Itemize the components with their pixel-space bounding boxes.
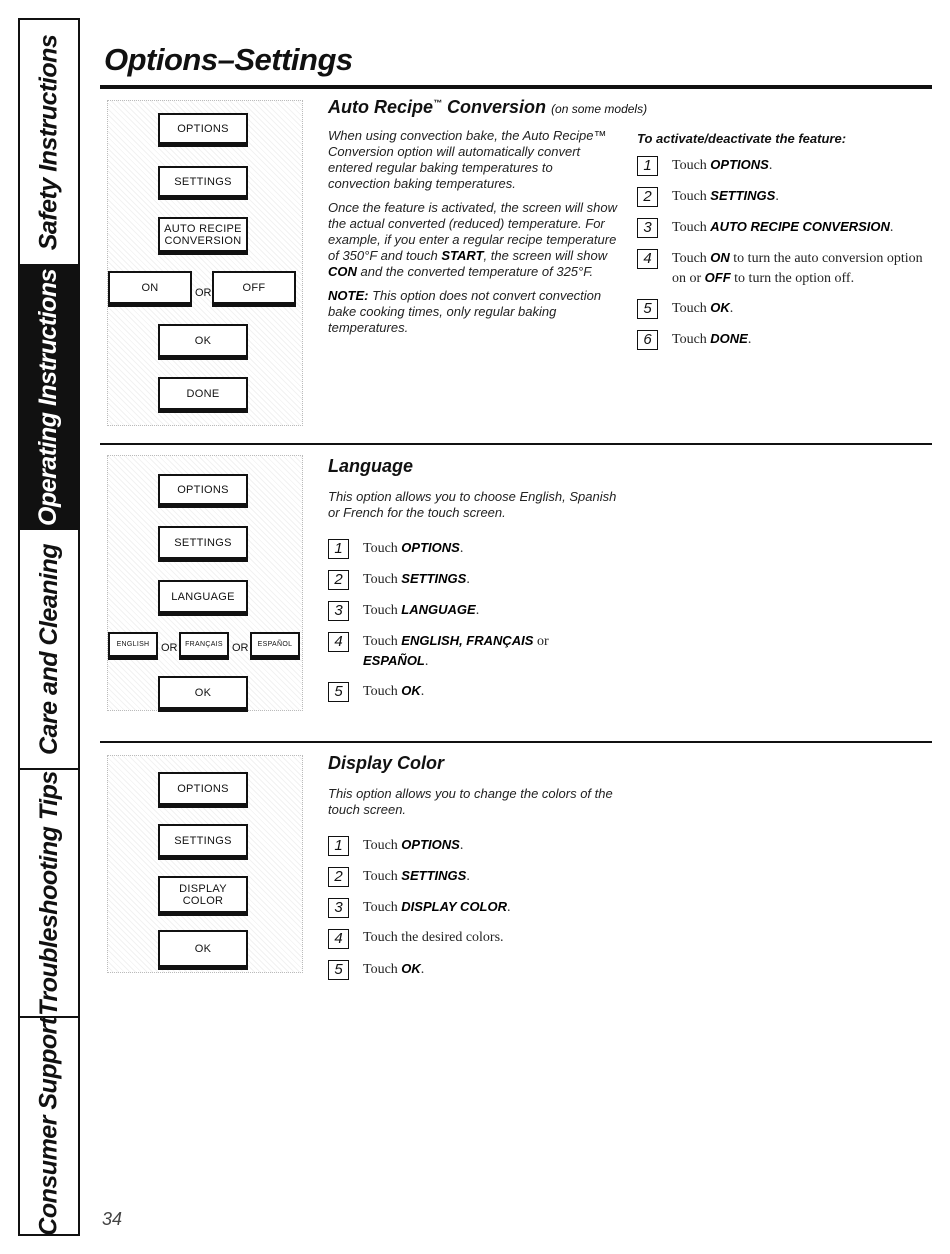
step-item [328,569,628,590]
page-title: Options–Settings [104,42,353,77]
step-text [363,835,463,855]
step-number: 4 [637,249,658,269]
step-number: 4 [328,632,349,652]
t: . [775,189,779,204]
side-tab-care-and-cleaning[interactable] [20,530,78,770]
t: or [533,634,549,649]
step-number: 3 [328,898,349,918]
t: . [747,332,752,347]
step-item [637,155,929,176]
t: Touch [363,572,402,587]
language-steps [328,538,628,712]
t: Touch [363,684,402,699]
step-item [637,329,929,350]
display-color-steps [328,835,628,990]
activate-heading: To activate/deactivate the feature: [637,131,847,146]
francais-button: FRANÇAIS [179,632,229,660]
auto-recipe-button-panel [107,100,303,426]
title-divider [100,85,932,89]
step-item [637,298,929,319]
ok-button: OK [158,930,248,970]
step-text [672,298,733,318]
display-color-button-panel [107,755,303,973]
step-item [328,959,628,980]
side-tab-label: Troubleshooting Tips [34,770,63,1016]
espanol-button: ESPAÑOL [250,632,300,660]
t: . [466,869,470,884]
t: Touch [363,541,402,556]
options-button: OPTIONS [158,772,248,808]
english-button: ENGLISH [108,632,158,660]
section-divider [100,443,932,445]
language-heading: Language [328,456,414,476]
text: Once the feature is activated, the screen will show the actual converted (reduced) temperature. For example, if you enter a regular recipe temperature of 350°F and touch [328,200,618,263]
note-paragraph [328,288,618,336]
or-label: OR [232,642,249,654]
t: Touch [363,838,402,853]
paragraph [328,200,618,280]
options-button: OPTIONS [158,113,248,147]
t: Touch [363,603,402,618]
auto-recipe-conversion-button [158,217,248,255]
t: . [459,541,464,556]
options-button: OPTIONS [158,474,248,508]
step-text [672,155,772,175]
display-color-button [158,876,248,916]
heading-text: Auto Recipe [328,97,434,117]
or-label: OR [195,287,212,299]
t: . [420,684,425,699]
t: Touch the desired colors. [363,930,504,945]
settings-button: SETTINGS [158,824,248,860]
settings-button: SETTINGS [158,166,248,200]
step-number: 5 [328,682,349,702]
auto-recipe-heading [328,97,647,118]
step-item [637,248,929,288]
side-tab-consumer-support[interactable] [20,1018,78,1234]
side-tab-bar [18,18,80,1236]
step-text [363,538,463,558]
side-tab-label: Care and Cleaning [34,543,63,755]
step-number: 3 [637,218,658,238]
keyword: AUTO RECIPE CONVERSION [710,219,890,234]
step-text [672,217,893,237]
t: Touch [363,634,402,649]
t: Touch [672,158,711,173]
t: . [424,654,429,669]
step-item [637,186,929,207]
keyword: OPTIONS [401,837,460,852]
step-text [363,866,470,886]
step-item [328,835,628,856]
keyword: OPTIONS [710,157,769,172]
step-text [363,569,470,589]
section-divider [100,741,932,743]
done-button: DONE [158,377,248,413]
language-button: LANGUAGE [158,580,248,616]
t: Touch [672,332,711,347]
t: to turn the auto conversion option on or [672,251,923,286]
step-item [328,897,628,918]
step-item [328,631,578,671]
t: . [475,603,480,618]
step-number: 1 [637,156,658,176]
step-text [672,248,929,288]
t: to turn the option off. [730,271,855,286]
t: Touch [363,962,402,977]
keyword: SETTINGS [401,571,467,586]
t: Touch [672,220,711,235]
ok-button: OK [158,676,248,712]
step-text [363,928,504,947]
button-label-line: AUTO RECIPE [164,222,242,235]
step-item [328,600,628,621]
language-description: This option allows you to choose English, Spanish or French for the touch screen. [328,489,617,520]
side-tab-label: Consumer Support [34,1016,63,1236]
side-tab-label: Safety Instructions [34,34,63,250]
keyword: DONE [710,331,748,346]
button-label-line: DISPLAY [179,882,227,895]
step-text [363,681,424,701]
step-number: 3 [328,601,349,621]
text: , the screen will show [483,248,608,263]
paragraph: When using convection bake, the Auto Recipe™ Conversion option will automatically convert entered regular baking temperatures to convection baking temperatures. [328,128,607,191]
step-item [637,217,929,238]
settings-button: SETTINGS [158,526,248,562]
auto-recipe-steps [637,155,929,360]
keyword: OK [401,961,421,976]
side-tab-safety-instructions[interactable] [20,20,78,266]
step-number: 2 [637,187,658,207]
note-label: NOTE: [328,288,369,303]
off-button: OFF [212,271,296,307]
t: Touch [363,900,402,915]
step-text [363,959,424,979]
start-keyword: START [441,248,484,263]
keyword: OK [710,300,730,315]
t: . [507,900,511,915]
step-text [672,329,751,349]
step-text [363,600,479,620]
t: Touch [672,189,711,204]
step-item [328,866,628,887]
side-tab-troubleshooting-tips[interactable] [20,770,78,1018]
t: . [420,962,425,977]
display-color-heading: Display Color [328,753,445,773]
heading-note: (on some models) [551,102,648,116]
t: Touch [672,301,711,316]
con-keyword: CON [328,264,357,279]
step-number: 4 [328,929,349,949]
keyword: SETTINGS [710,188,776,203]
button-label-line: CONVERSION [164,234,242,247]
t: . [459,838,464,853]
display-color-description: This option allows you to change the colors of the touch screen. [328,786,613,817]
t: . [466,572,470,587]
step-text [672,186,779,206]
text: and the converted temperature of 325°F. [356,264,594,279]
language-button-panel [107,455,303,711]
t: . [729,301,734,316]
or-label: OR [161,642,178,654]
step-number: 6 [637,330,658,350]
step-item [328,928,628,949]
trademark: ™ [433,98,443,108]
step-text [363,897,511,917]
keyword: OPTIONS [401,540,460,555]
page-number: 34 [102,1209,123,1229]
on-button: ON [108,271,192,307]
t: Touch [672,251,711,266]
side-tab-operating-instructions[interactable] [20,266,78,530]
ok-button: OK [158,324,248,360]
step-number: 2 [328,867,349,887]
keyword: DISPLAY COLOR [401,899,507,914]
keyword: SETTINGS [401,868,467,883]
step-number: 2 [328,570,349,590]
side-tab-label: Operating Instructions [34,268,63,526]
step-item [328,681,628,702]
step-number: 5 [637,299,658,319]
step-number: 1 [328,836,349,856]
t: . [889,220,894,235]
keyword: LANGUAGE [401,602,476,617]
button-label-line: COLOR [182,894,224,907]
keyword: ON [710,250,730,265]
auto-recipe-description [328,128,618,344]
heading-text: Conversion [442,97,547,117]
t: . [768,158,773,173]
t: Touch [363,869,402,884]
keyword: ENGLISH, FRANÇAIS [401,633,534,648]
keyword: OK [401,683,421,698]
keyword: ESPAÑOL [363,653,425,668]
step-item [328,538,628,559]
step-number: 1 [328,539,349,559]
step-text [363,631,578,671]
step-number: 5 [328,960,349,980]
keyword: OFF [704,270,731,285]
text: This option does not convert convection bake cooking times, only regular baking temperatures. [328,288,602,335]
